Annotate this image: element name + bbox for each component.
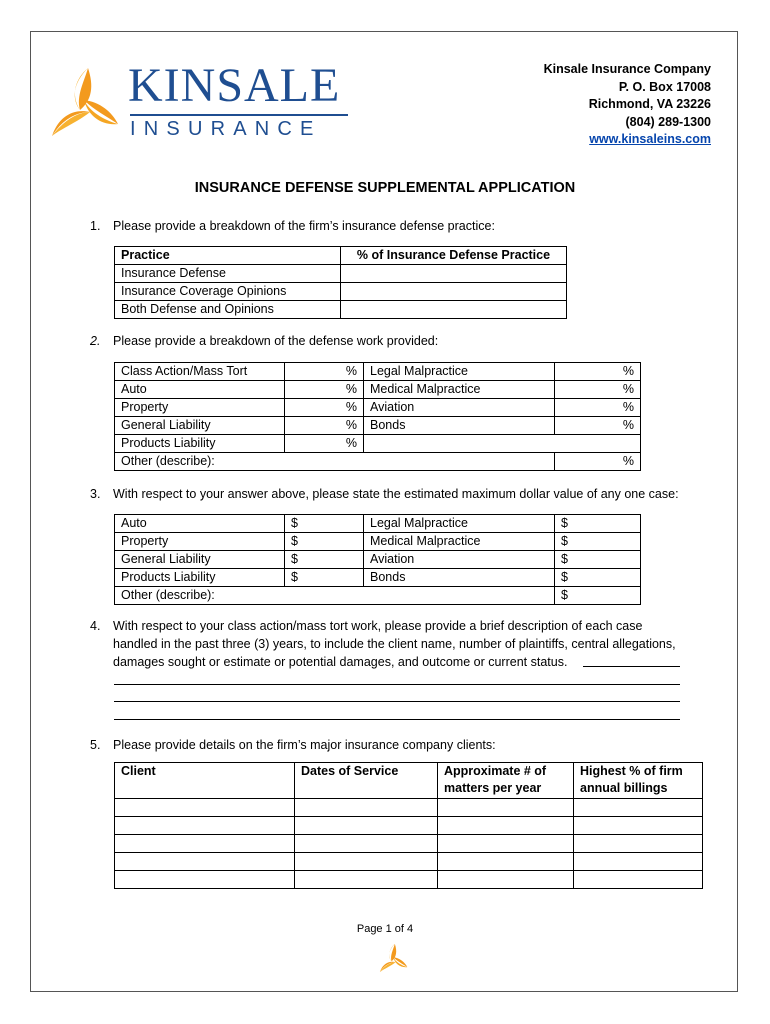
company-name: Kinsale Insurance Company (543, 62, 711, 76)
question-number: 2. (90, 334, 101, 348)
client-input[interactable] (115, 835, 295, 853)
question-text-line1: With respect to your class action/mass tort work, please provide a brief description of each case (113, 619, 643, 633)
question-4-line2: handled in the past three (3) years, to include the client name, number of plaintiffs, central allegations, (113, 637, 676, 651)
answer-line[interactable] (114, 684, 680, 685)
defense-work-table (114, 362, 641, 471)
case-value-input[interactable]: $ (555, 569, 641, 587)
answer-line[interactable] (114, 701, 680, 702)
case-value-input[interactable]: $ (555, 533, 641, 551)
case-value-input[interactable]: $ (555, 587, 641, 605)
work-percent-input[interactable]: % (555, 453, 641, 471)
other-describe-input[interactable]: Other (describe): (115, 453, 555, 471)
work-label: Property (115, 399, 285, 417)
logo-subtitle: INSURANCE (130, 118, 322, 140)
col-client: Client (115, 763, 295, 799)
practice-label: Both Defense and Opinions (115, 301, 341, 319)
matters-input[interactable] (438, 871, 574, 889)
work-percent-input[interactable]: % (285, 363, 364, 381)
case-value-input[interactable]: $ (285, 533, 364, 551)
practice-label: Insurance Coverage Opinions (115, 283, 341, 301)
question-1 (90, 217, 495, 235)
practice-percent-input[interactable] (341, 301, 567, 319)
table-row (115, 799, 703, 817)
client-input[interactable] (115, 799, 295, 817)
work-percent-input[interactable]: % (555, 363, 641, 381)
col-practice: Practice (115, 247, 341, 265)
question-2 (90, 332, 438, 350)
question-number: 4. (90, 619, 101, 633)
page-title: INSURANCE DEFENSE SUPPLEMENTAL APPLICATION (194, 180, 576, 196)
matters-input[interactable] (438, 799, 574, 817)
case-value-input[interactable]: $ (285, 551, 364, 569)
col-dates: Dates of Service (295, 763, 438, 799)
table-row (115, 835, 703, 853)
case-label: Property (115, 533, 285, 551)
question-4-line3: damages sought or estimate or potential damages, and outcome or current status. (113, 655, 568, 669)
client-input[interactable] (115, 871, 295, 889)
case-label: Aviation (364, 551, 555, 569)
dates-input[interactable] (295, 853, 438, 871)
question-text: Please provide a breakdown of the defense work provided: (113, 334, 439, 348)
work-label: Products Liability (115, 435, 285, 453)
billings-input[interactable] (574, 835, 703, 853)
case-label: Auto (115, 515, 285, 533)
phone: (804) 289-1300 (625, 114, 711, 129)
work-label: Auto (115, 381, 285, 399)
practice-label: Insurance Defense (115, 265, 341, 283)
max-value-table (114, 514, 641, 605)
billings-input[interactable] (574, 853, 703, 871)
city-line: Richmond, VA 23226 (588, 97, 711, 112)
question-number: 1. (90, 219, 101, 233)
question-5 (90, 736, 496, 754)
case-value-input[interactable]: $ (285, 569, 364, 587)
table-row (115, 817, 703, 835)
empty-cell (364, 435, 641, 453)
work-label: Aviation (364, 399, 555, 417)
work-percent-input[interactable]: % (555, 381, 641, 399)
page-number: Page 1 of 4 (356, 923, 414, 935)
dates-input[interactable] (295, 799, 438, 817)
billings-input[interactable] (574, 871, 703, 889)
billings-input[interactable] (574, 817, 703, 835)
work-label: Legal Malpractice (364, 363, 555, 381)
col-matters: Approximate # of matters per year (438, 763, 574, 799)
question-4 (90, 617, 642, 635)
case-value-input[interactable]: $ (555, 515, 641, 533)
other-describe-input[interactable]: Other (describe): (115, 587, 555, 605)
question-text: With respect to your answer above, please state the estimated maximum dollar value of any one case: (113, 487, 679, 501)
question-number: 5. (90, 738, 101, 752)
work-percent-input[interactable]: % (285, 417, 364, 435)
clients-table (114, 762, 703, 889)
work-percent-input[interactable]: % (285, 381, 364, 399)
question-3 (90, 485, 679, 503)
case-value-input[interactable]: $ (285, 515, 364, 533)
work-percent-input[interactable]: % (285, 399, 364, 417)
client-input[interactable] (115, 853, 295, 871)
footer-logo-icon (377, 943, 411, 973)
client-input[interactable] (115, 817, 295, 835)
practice-percent-input[interactable] (341, 265, 567, 283)
practice-table (114, 246, 567, 319)
case-label: Products Liability (115, 569, 285, 587)
matters-input[interactable] (438, 853, 574, 871)
billings-input[interactable] (574, 799, 703, 817)
logo-swirl-icon (50, 66, 122, 138)
col-billings: Highest % of firm annual billings (574, 763, 703, 799)
logo-rule (130, 114, 348, 116)
dates-input[interactable] (295, 817, 438, 835)
answer-line[interactable] (114, 719, 680, 720)
practice-percent-input[interactable] (341, 283, 567, 301)
case-label: Medical Malpractice (364, 533, 555, 551)
matters-input[interactable] (438, 817, 574, 835)
work-percent-input[interactable]: % (555, 399, 641, 417)
case-label: Bonds (364, 569, 555, 587)
dates-input[interactable] (295, 835, 438, 853)
work-label: Class Action/Mass Tort (115, 363, 285, 381)
company-address (544, 61, 711, 149)
work-percent-input[interactable]: % (555, 417, 641, 435)
question-number: 3. (90, 487, 101, 501)
case-label: General Liability (115, 551, 285, 569)
work-label: Bonds (364, 417, 555, 435)
logo-wordmark: KINSALE (128, 59, 341, 112)
question-text: Please provide details on the firm’s major insurance company clients: (113, 738, 496, 752)
question-text: Please provide a breakdown of the firm’s insurance defense practice: (113, 219, 495, 233)
dates-input[interactable] (295, 871, 438, 889)
work-label: Medical Malpractice (364, 381, 555, 399)
work-label: General Liability (115, 417, 285, 435)
po-box: P. O. Box 17008 (618, 79, 711, 94)
work-percent-input[interactable]: % (285, 435, 364, 453)
website-link[interactable]: www.kinsaleins.com (589, 132, 711, 147)
answer-line-inline[interactable] (583, 666, 680, 667)
table-row (115, 853, 703, 871)
table-row (115, 871, 703, 889)
matters-input[interactable] (438, 835, 574, 853)
case-value-input[interactable]: $ (555, 551, 641, 569)
case-label: Legal Malpractice (364, 515, 555, 533)
col-percent: % of Insurance Defense Practice (341, 247, 567, 265)
